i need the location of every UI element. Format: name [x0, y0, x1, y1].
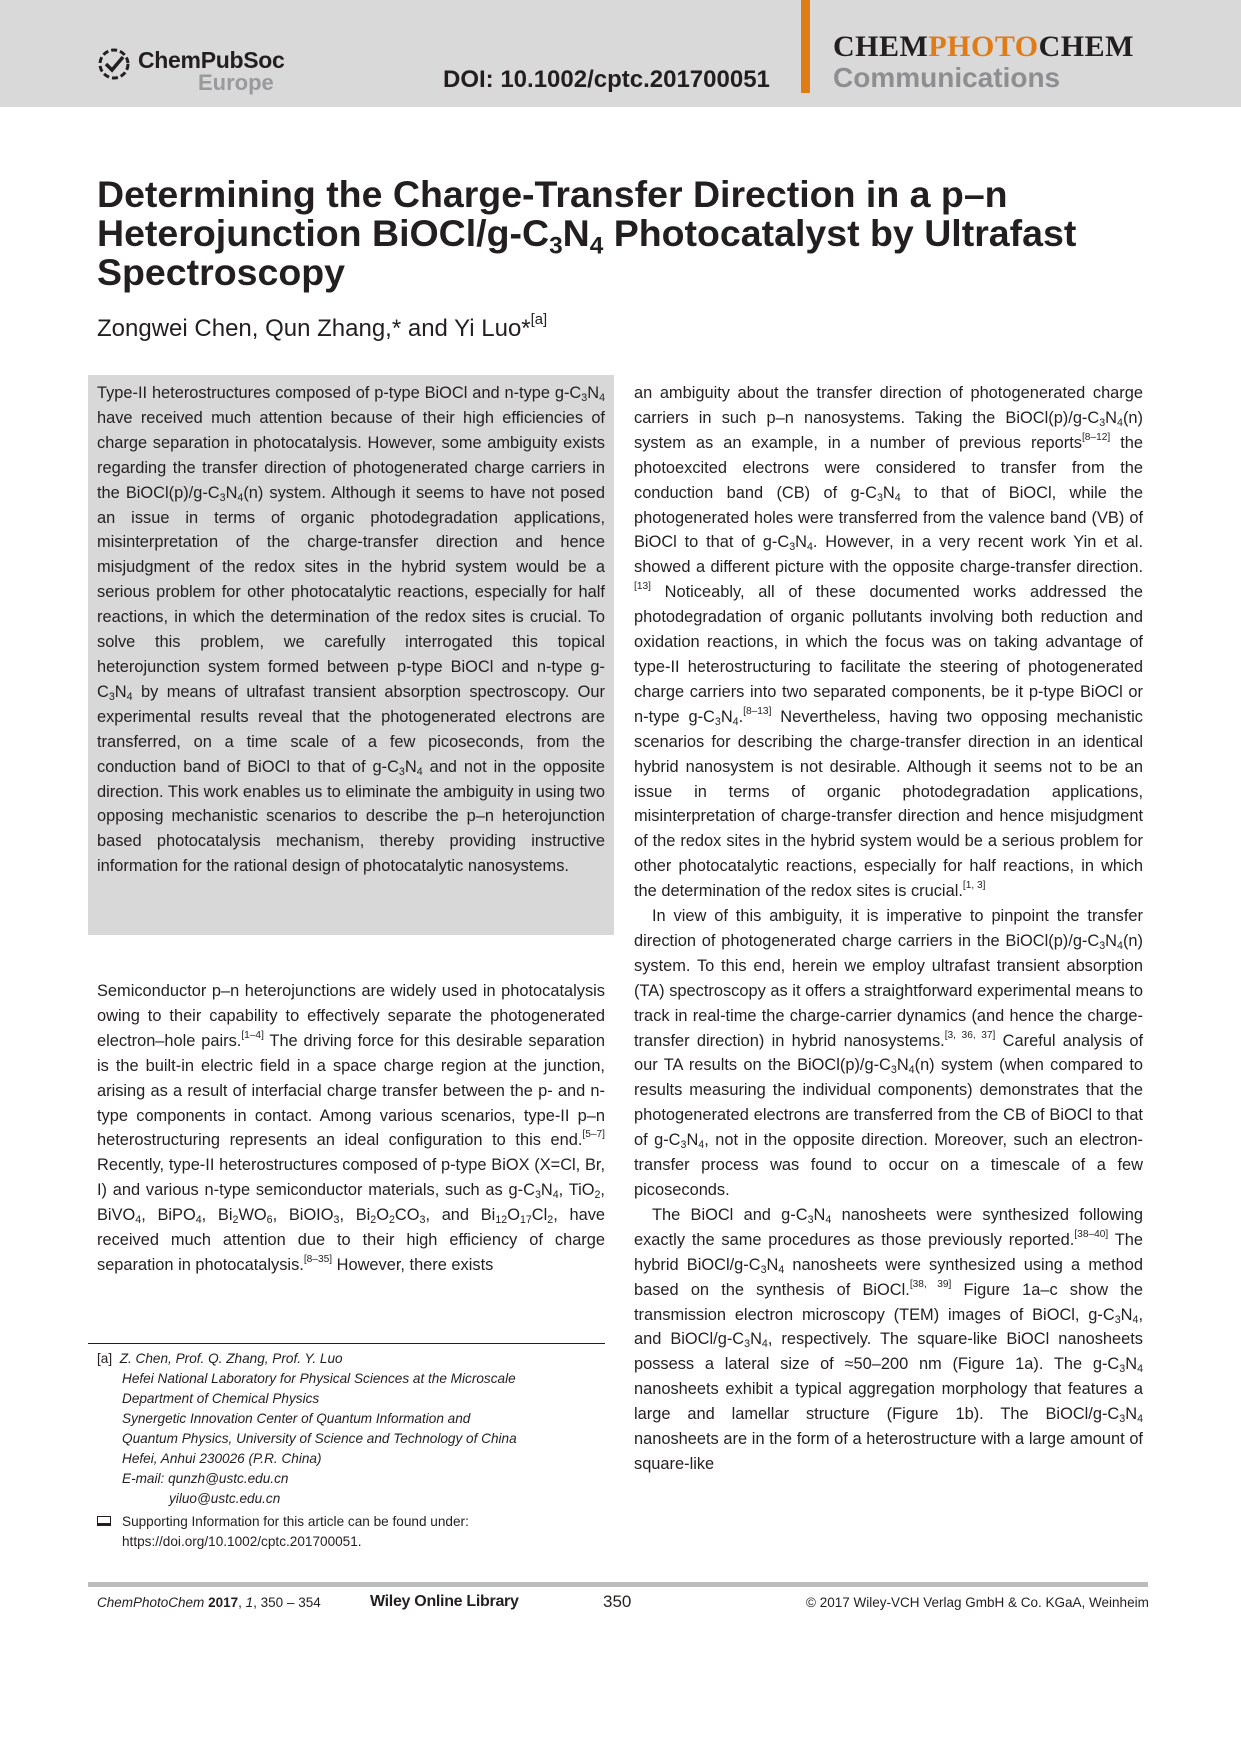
article-section-label: Communications [833, 62, 1061, 93]
title-line-2: Heterojunction BiOCl/$g-C_3N_4$ Photocatalyst by Ultrafast [97, 212, 1077, 260]
abstract-text: Type-II heterostructures composed of p-type BiOCl and n-type $g-C_3N_4$ have received much attention because of their high efficiencies of charge separation in photocatalysis. However, some ambiguity exists regarding the transfer direction of photogenerated charge carriers in the $BiOCl(p)/g-C_3N_4(n)$ system. Although it seems to have not posed an issue in terms of organic photodegradation applications, misinterpretation of the charge-transfer direction and hence misjudgment of the redox sites in the hybrid system would be a serious problem for other photocatalytic reactions, especially for half reactions, in which the determination of the redox sites is crucial. To solve this problem, we carefully interrogated this topical heterojunction system formed between p-type BiOCl and n-type $g-C_3N_4$ by means of ultrafast transient absorption spectroscopy. Our experimental results reveal that the photogenerated electrons are transferred, on a time scale of a few picoseconds, from the conduction band of BiOCl to that of $g-C_3N_4$ and not in the opposite direction. This work enables us to eliminate the ambiguity in using two opposing mechanistic scenarios to describe the p–n heterojunction based photocatalysis mechanism, thereby providing instructive information for the rational design of photocatalytic nanosystems. [97, 384, 606, 876]
wiley-online-library-link[interactable]: Wiley Online Library [370, 1593, 519, 1610]
body-column-right [634, 381, 1143, 1477]
doi-label: DOI: 10.1002/cptc.201700051 [443, 66, 770, 93]
computer-icon [97, 1516, 111, 1526]
author-list: Zongwei Chen, Qun Zhang,* and Yi Luo*[a] [97, 312, 548, 342]
footnote-line: Synergetic Innovation Center of Quantum Information and [122, 1411, 471, 1426]
publisher-logo-line2: Europe [198, 70, 274, 95]
footnote-names: [a] Z. Chen, Prof. Q. Zhang, Prof. Y. Luo [97, 1351, 343, 1366]
title-line-1: Determining the Charge-Transfer Direction in a p–n [97, 173, 1008, 215]
journal-accent-bar [801, 0, 810, 93]
journal-name-part1: CHEM [833, 30, 929, 63]
body-paragraph: The BiOCl and $g-C_3N_4$ nanosheets were synthesized following exactly the same procedures as those previously reported.[38–40] The hybrid BiOCl/$g-C_3N_4$ nanosheets were synthesized using a method based on the synthesis of BiOCl.[38, 39] Figure 1a–c show the transmission electron microscopy (TEM) images of BiOCl, $g-C_3N_4$, and BiOCl/$g-C_3N_4$, respectively. The square-like BiOCl nanosheets possess a lateral size of ≈50–200 nm (Figure 1a). The $g-C_3N_4$ nanosheets exhibit a typical aggregation morphology that features a large and lamellar structure (Figure 1b). The BiOCl/$g-C_3N_4$ nanosheets are in the form of a heterostructure with a large amount of square-like [634, 1205, 1144, 1473]
footer-divider [88, 1582, 1148, 1587]
journal-name-part3: CHEM [1038, 30, 1134, 63]
body-column-left [97, 979, 605, 1278]
page-number: 350 [603, 1592, 632, 1611]
affiliation-footnote [97, 1349, 617, 1552]
body-paragraph: an ambiguity about the transfer direction of photogenerated charge carriers in such p–n nanosystems. Taking the $BiOCl(p)/g-C_3N_4(n)$ system as an example, in a number of previous reports[8–12] the photoexcited electrons were considered to transfer from the conduction band (CB) of $g-C_3N_4$ to that of BiOCl, while the photogenerated holes were transferred from the valence band (VB) of BiOCl to that of $g-C_3N_4$. However, in a very recent work Yin et al. showed a different picture with the opposite charge-transfer direction.[13] Noticeably, all of these documented works addressed the photodegradation of organic pollutants involving both reduction and oxidation reactions, in which the focus was on taking advantage of type-II heterostructuring to facilitate the steering of photogenerated charge carriers into two separated components, be it p-type BiOCl or n-type $g-C_3N_4.[8-13]$ Nevertheless, having two opposing mechanistic scenarios for describing the charge-transfer direction in an identical hybrid nanosystem is not desirable. Although it seems not to be an issue in terms of organic photodegradation applications, misinterpretation of charge-transfer direction and hence misjudgment of the redox sites in the hybrid system would be a serious problem for other photocatalytic reactions, especially for half reactions, in which the determination of the redox sites is crucial.[1, 3] [634, 384, 1144, 901]
article-title [97, 175, 1157, 292]
journal-name [833, 30, 1134, 64]
body-paragraph: Semiconductor p–n heterojunctions are widely used in photocatalysis owing to their capability to effectively separate the photogenerated electron–hole pairs.[1–4] The driving force for this desirable separation is the built-in electric field in a space charge region at the junction, arising as a result of interfacial charge transfer between the p- and n-type components in contact. Among various scenarios, type-II p–n heterostructuring represents an ideal configuration to this end.[5–7] Recently, type-II heterostructures composed of p-type BiOX (X=Cl, Br, I) and various n-type semiconductor materials, such as $g-C_3N_4$, TiO$_2$, BiVO$_4$, BiPO$_4$, $Bi_2WO_6$, BiOIO$_3$, $Bi_2O_2CO_3$, and $Bi_{12}O_{17}Cl_2$, have received much attention due to their high efficiency of charge separation in photocatalysis.[8–35] However, there exists [97, 982, 606, 1274]
footnote-email: E-mail: qunzh@ustc.edu.cn [122, 1471, 289, 1486]
supporting-info-text: Supporting Information for this article can be found under: [122, 1514, 469, 1529]
supporting-info-note [97, 1512, 617, 1552]
footnote-divider [88, 1343, 605, 1344]
footnote-line: Quantum Physics, University of Science and Technology of China [122, 1431, 517, 1446]
journal-name-part2: PHOTO [928, 30, 1039, 63]
title-line-3: Spectroscopy [97, 251, 345, 293]
footnote-line: Department of Chemical Physics [122, 1391, 320, 1406]
footnote-line: Hefei, Anhui 230026 (P.R. China) [122, 1451, 322, 1466]
copyright-notice: © 2017 Wiley-VCH Verlag GmbH & Co. KGaA, Weinheim [806, 1595, 1149, 1610]
footnote-email: yiluo@ustc.edu.cn [169, 1491, 281, 1506]
chempubsoc-logo-icon [98, 48, 130, 80]
body-paragraph: In view of this ambiguity, it is imperative to pinpoint the transfer direction of photogenerated charge carriers in the $BiOCl(p)/g-C_3N_4(n)$ system. To this end, herein we employ ultrafast transient absorption (TA) spectroscopy as it offers a straightforward experimental means to track in real-time the charge-carrier dynamics (and hence the charge-transfer direction) in hybrid nanosystems.[3, 36, 37] Careful analysis of our TA results on the $BiOCl(p)/g-C_3N_4(n)$ system (when compared to results measuring the individual components) demonstrates that the photogenerated electrons are transferred from the CB of BiOCl to that of $g-C_3N_4$, not in the opposite direction. Moreover, such an electron-transfer process was found to occur on a timescale of a few picoseconds. [634, 907, 1144, 1199]
supporting-info-link[interactable]: https://doi.org/10.1002/cptc.201700051. [122, 1534, 362, 1549]
citation-footer: ChemPhotoChem 2017, 1, 350 – 354 [97, 1595, 321, 1610]
publisher-logo-line1: ChemPubSoc [138, 47, 285, 73]
footnote-line: Hefei National Laboratory for Physical Sciences at the Microscale [122, 1371, 516, 1386]
